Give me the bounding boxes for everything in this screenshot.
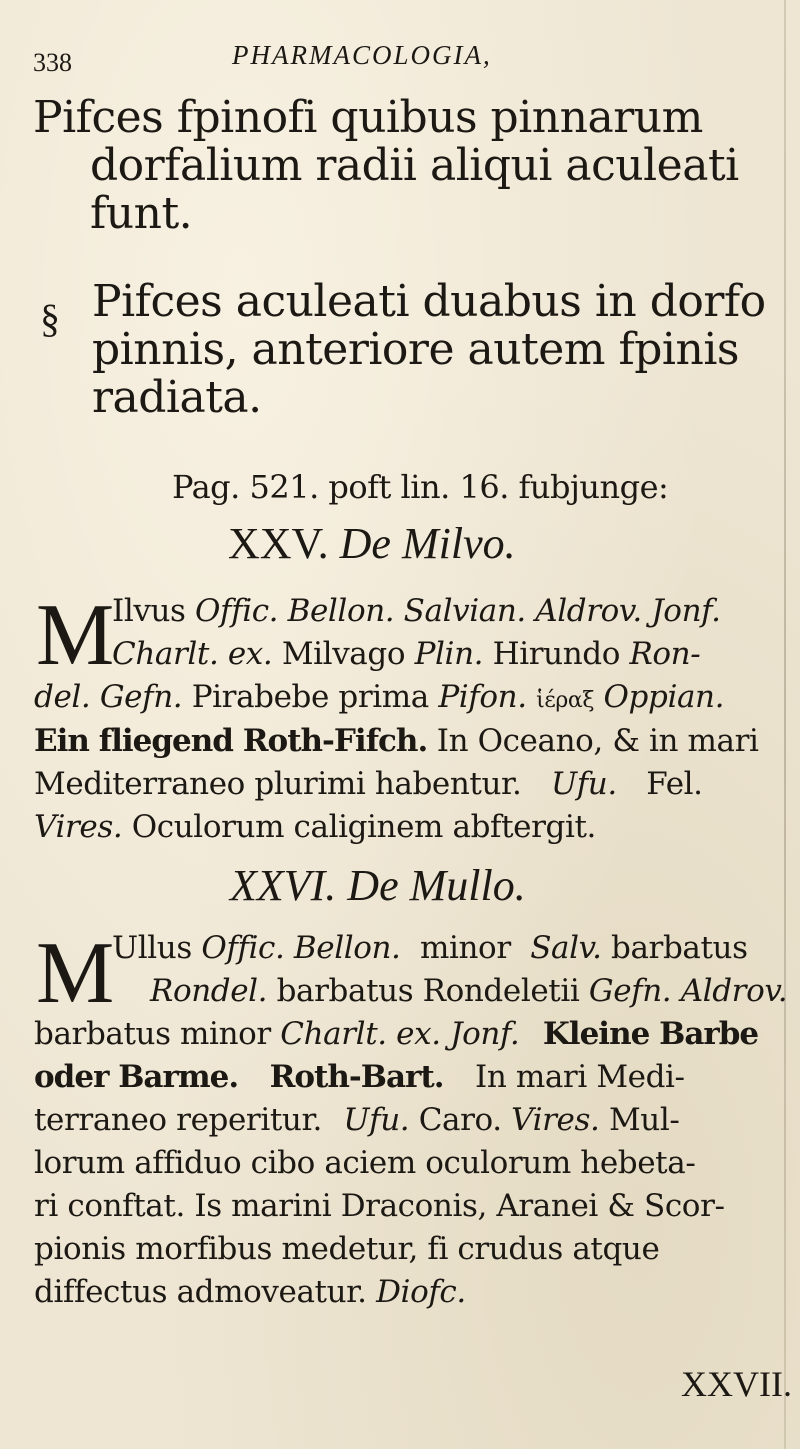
section-heading-mullus [230,860,526,911]
word: minor [419,930,511,966]
word: Ilvus [112,593,186,629]
text-line: dorfalium radii aliqui aculeati [90,140,739,191]
word: Salv. [530,930,602,966]
heading-number: XXV. [228,519,329,568]
word: Ufu. [343,1102,410,1138]
word: Milvago [281,636,406,672]
word: In mari Medi- [474,1059,685,1095]
drop-capital: M [36,925,115,1022]
greek-word: ἱέραξ [536,688,595,713]
word: Bellon. Salvian. Aldrov. Jonf. [287,593,721,629]
text-line [34,809,596,845]
text-line [112,930,748,966]
text-line [34,1102,679,1138]
word: Rondel. [150,973,268,1009]
text-line: lorum affiduo cibo aciem oculorum hebeta- [34,1145,696,1181]
drop-capital: M [36,587,115,684]
running-head: PHARMACOLOGIA, [232,40,492,70]
word: Vires. [34,809,123,845]
word: Vires. [511,1102,600,1138]
text-line [112,636,700,672]
word: barbatus Rondeletii [276,973,580,1009]
text-line [34,679,724,715]
text-line [150,973,787,1009]
text-line: ri conftat. Is marini Draconis, Aranei & Scor- [34,1188,725,1224]
word: Caro. [418,1102,502,1138]
word: In Oceano, & in mari [436,723,759,759]
text-line [34,1274,466,1310]
text-line: pionis morfibus medetur, fi crudus atque [34,1231,660,1267]
word: Mul- [608,1102,680,1138]
word: Mediterraneo plurimi habentur. [34,766,522,802]
catchword: XXVII. [681,1364,792,1404]
word: Offic. [201,930,285,966]
text-line: pinnis, anteriore autem fpinis [92,324,739,375]
word: barbatus minor [34,1016,271,1052]
heading-number: XXVI. [230,861,337,910]
text-line [34,1059,685,1095]
heading-title: De Milvo. [339,519,516,568]
word: Diofc. [376,1274,466,1310]
word: Ullus [112,930,192,966]
word: terraneo reperitur. [34,1102,322,1138]
word: Oppian. [603,679,725,715]
text-line: radiata. [92,372,262,423]
text-line: Pifces aculeati duabus in dorfo [92,276,766,327]
text-line [34,766,703,802]
section-mark: § [40,296,60,341]
german-word: Roth-Bart. [269,1059,444,1095]
german-word: Ein fliegend Roth-Fifch. [34,723,428,759]
reference-line: Pag. 521. poft lin. 16. fubjunge: [172,468,669,506]
page-number: 338 [33,48,72,77]
text-line: Pifces fpinofi quibus pinnarum [33,92,703,143]
german-word: Kleine Barbe [542,1016,759,1052]
word: Offic. [195,593,279,629]
word: del. Gefn. [34,679,183,715]
text-line: funt. [90,188,193,239]
heading-title: De Mullo. [347,861,526,910]
word: Pirabebe prima [191,679,429,715]
word: Charlt. ex. Jonf. [280,1016,520,1052]
section-heading-milvus [228,518,516,569]
word: Fel. [646,766,703,802]
word: Ufu. [550,766,617,802]
word: barbatus [611,930,748,966]
text-line [112,593,721,629]
word: Pifon. [438,679,527,715]
word: Bellon. [293,930,401,966]
german-word: oder Barme. [34,1059,239,1095]
word: Plin. [414,636,484,672]
word: Gefn. Aldrov. [588,973,788,1009]
word: Ron- [629,636,701,672]
word: Oculorum caliginem abftergit. [131,809,597,845]
text-line [34,1016,758,1052]
text-line [34,723,759,759]
word: diffectus admoveatur. [34,1274,367,1310]
word: Charlt. ex. [112,636,273,672]
word: Hirundo [492,636,620,672]
page-edge [784,0,786,1449]
